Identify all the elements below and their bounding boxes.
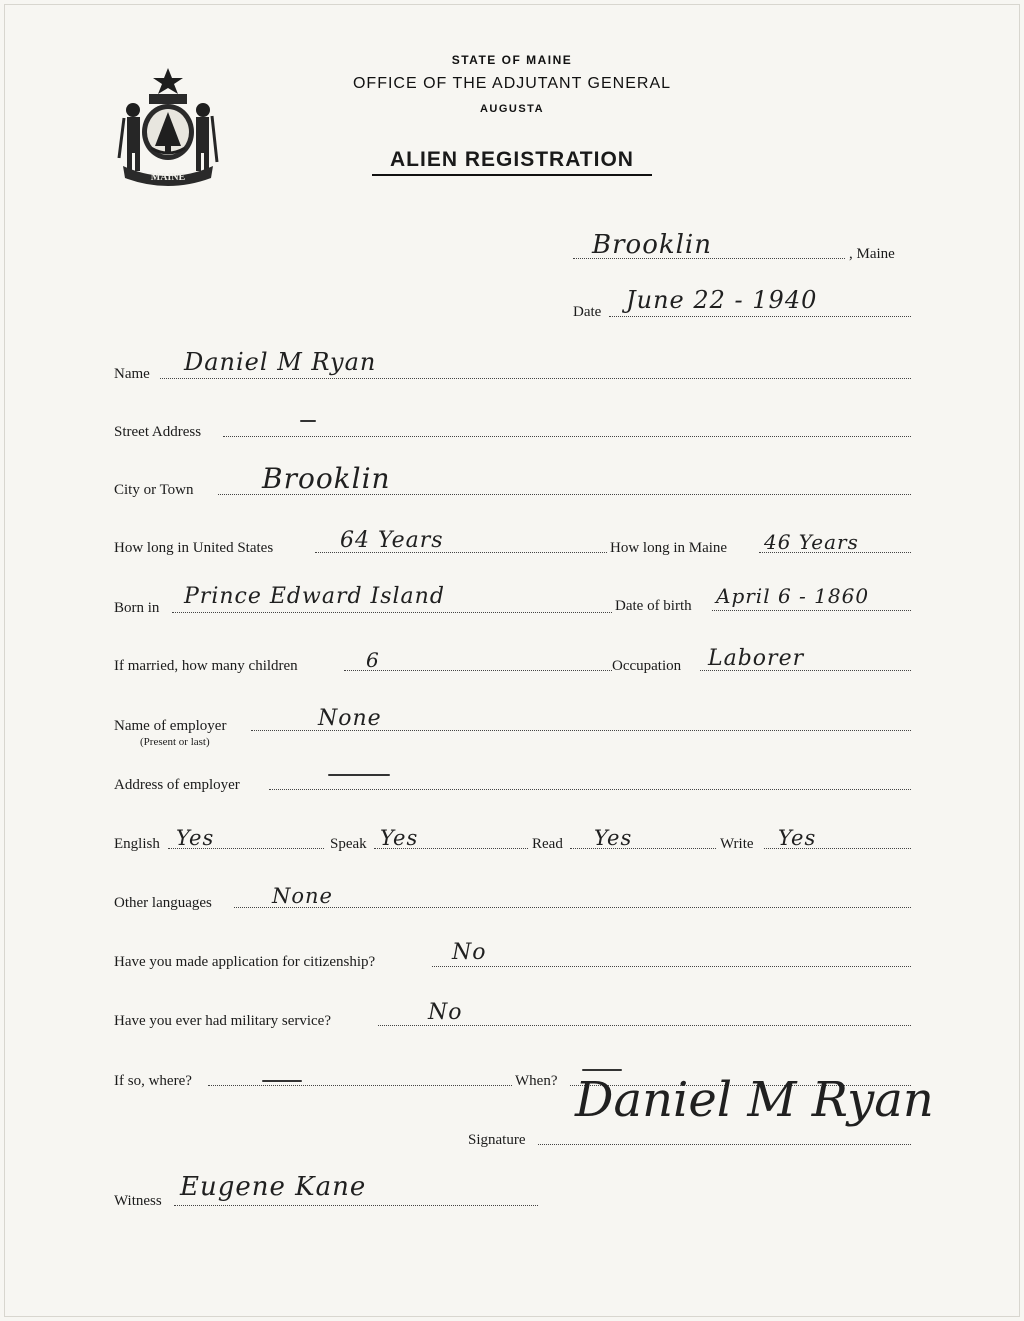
- date-label: Date: [573, 304, 602, 320]
- date-value: June 22 - 1940: [626, 286, 818, 314]
- witness-line: [174, 1205, 538, 1206]
- date-line: [609, 316, 911, 317]
- english-label: English: [114, 836, 160, 852]
- maine-duration-label: How long in Maine: [610, 540, 728, 556]
- military-value: No: [428, 1000, 463, 1025]
- place-value: Brooklin: [592, 230, 712, 260]
- write-label: Write: [720, 836, 754, 852]
- header-office: OFFICE OF THE ADJUTANT GENERAL: [352, 75, 672, 92]
- name-value: Daniel M Ryan: [184, 348, 377, 376]
- employer-address-line: [269, 789, 911, 790]
- employer-value: None: [318, 706, 382, 731]
- other-languages-line: [234, 907, 911, 908]
- street-label: Street Address: [114, 424, 202, 440]
- military-label: Have you ever had military service?: [114, 1013, 331, 1029]
- city-label: City or Town: [114, 482, 194, 498]
- header-city: AUGUSTA: [479, 103, 545, 115]
- born-label: Born in: [114, 600, 160, 616]
- occupation-label: Occupation: [612, 658, 682, 674]
- maine-duration-value: 46 Years: [764, 530, 859, 554]
- employer-address-label: Address of employer: [114, 777, 240, 793]
- where-label: If so, where?: [114, 1073, 192, 1089]
- employer-label: Name of employer: [114, 718, 227, 734]
- witness-label: Witness: [114, 1193, 162, 1209]
- street-line: [223, 436, 911, 437]
- street-dash: [300, 420, 316, 422]
- citizenship-line: [432, 966, 911, 967]
- where-line: [208, 1085, 512, 1086]
- name-line: [160, 378, 911, 379]
- children-label: If married, how many children: [114, 658, 298, 674]
- read-label: Read: [532, 836, 563, 852]
- city-value: Brooklin: [262, 462, 391, 495]
- dob-line: [712, 610, 911, 611]
- occupation-value: Laborer: [708, 646, 805, 671]
- children-value: 6: [366, 648, 380, 672]
- when-dash: [582, 1069, 622, 1071]
- born-value: Prince Edward Island: [184, 584, 445, 609]
- dob-value: April 6 - 1860: [716, 584, 870, 608]
- read-value: Yes: [594, 826, 633, 850]
- dob-label: Date of birth: [615, 598, 692, 614]
- where-dash: [262, 1080, 302, 1082]
- seal-text: MAINE: [150, 172, 186, 183]
- place-suffix: , Maine: [849, 246, 895, 262]
- witness-value: Eugene Kane: [180, 1172, 367, 1202]
- signature-label: Signature: [468, 1132, 526, 1148]
- citizenship-value: No: [452, 940, 487, 965]
- state-seal-icon: [115, 66, 221, 190]
- speak-label: Speak: [330, 836, 367, 852]
- born-line: [172, 612, 612, 613]
- speak-value: Yes: [380, 826, 419, 850]
- write-value: Yes: [778, 826, 817, 850]
- english-value: Yes: [176, 826, 215, 850]
- signature-line: [538, 1144, 911, 1145]
- form-title: ALIEN REGISTRATION: [372, 148, 652, 176]
- other-languages-value: None: [272, 884, 333, 908]
- other-languages-label: Other languages: [114, 895, 212, 911]
- header-state: STATE OF MAINE: [451, 53, 573, 67]
- employer-address-dash: [328, 774, 390, 776]
- us-duration-value: 64 Years: [340, 528, 444, 553]
- employer-sublabel: (Present or last): [140, 736, 210, 748]
- children-line: [344, 670, 612, 671]
- military-line: [378, 1025, 911, 1026]
- us-duration-label: How long in United States: [114, 540, 274, 556]
- citizenship-label: Have you made application for citizenship?: [114, 954, 376, 970]
- name-label: Name: [114, 366, 150, 382]
- when-label: When?: [515, 1073, 558, 1089]
- read-line: [570, 848, 716, 849]
- signature-value: Daniel M Ryan: [575, 1072, 934, 1128]
